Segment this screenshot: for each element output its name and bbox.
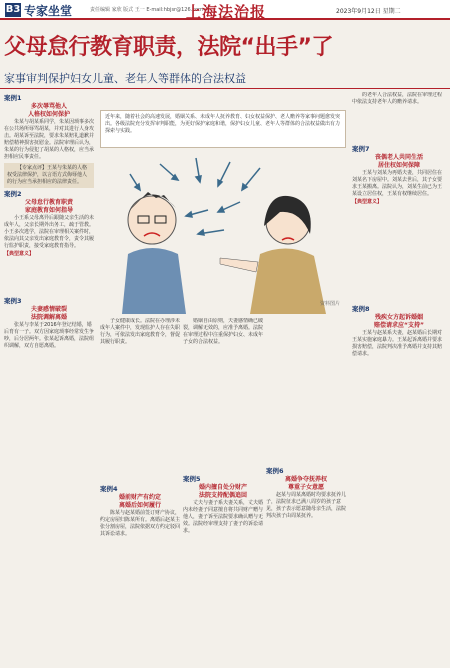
case-label: 案例5 (183, 475, 201, 483)
body-text: 婚姻自由原则，夫妻感情确已破裂，调解无效的，应准予离婚。法院在审理过程中注重保护妇女、未成年子女的合法权益。 (183, 318, 263, 345)
image-credit: 资料图片 (320, 301, 341, 307)
case-label: 案例7 (352, 145, 370, 153)
column-mid (183, 318, 263, 662)
father-head (128, 196, 176, 244)
case-title: 夫妻感情破裂 法院调解离婚 (30, 306, 67, 321)
father-body (122, 248, 186, 314)
case-title: 残疾女方起诉婚姻 赔偿请求应“支持” (374, 314, 424, 329)
column-right (352, 92, 446, 662)
significance-tag: 【典型意义】 (4, 251, 35, 257)
body-text: 子女健康成长。法院在办理涉未成年人案件中，发现监护人存在失职行为，可依法发出家庭教育令，督促其履行职责。 (100, 318, 180, 345)
case-text: 陈某与赵某婚前签订财产协议，约定房屋归陈某所有。离婚后赵某主张分割房屋，法院依据双方约定驳回其诉讼请求。 (100, 510, 180, 537)
case-title: 婚前财产有约定 离婚后如何履行 (118, 494, 161, 509)
paper-logo: 上海法治报 (186, 3, 267, 21)
case-label: 案例6 (266, 467, 284, 475)
divider (0, 88, 450, 89)
case-title: 父母怠行教育职责 家庭教育如何指导 (24, 199, 73, 214)
case-text: 小王系父母离异后跟随父亲生活的未成年人，父亲长期外出务工，疏于管教。小王多次逃学，法院在审理相关案件时，依法向其父亲发出家庭教育令，责令其履行监护职责，接受家庭教育指导。 (4, 215, 94, 249)
masthead (0, 0, 450, 20)
column-left (4, 92, 94, 662)
headline: 父母怠行教育职责，法院“出手”了 (4, 35, 333, 60)
case-title: 婚内擅自处分财产 法院支持配偶追回 (198, 484, 247, 499)
expert-comment: 【专家点评】王某与朱某的人格权受法律保护，以言语方式侮辱他人的行为应当承担相应的法律责任。 (4, 163, 94, 188)
case-title: 离婚争夺抚养权 尊重子女意愿 (284, 476, 327, 491)
case-label: 案例8 (352, 305, 370, 313)
case-text: 张某与李某于2016年登记结婚，婚后育有一子。双方因家庭琐事经常发生争吵，后分居两年。张某起诉离婚，法院组织调解，双方自愿离婚。 (4, 322, 94, 349)
case-text: 王某与赵某系夫妻，赵某婚后长期对王某实施家庭暴力。王某起诉离婚并要求损害赔偿，法院判决准予离婚并支持其赔偿请求。 (352, 330, 443, 357)
column-mid-left (100, 318, 180, 662)
illustration (100, 150, 346, 314)
page-number: B3 (5, 4, 21, 15)
date-line: 2023年9月12日 星期二 (336, 8, 401, 15)
case-text: 赵某与周某离婚时均要求抚养儿子，法院征求已满八周岁的孩子意见，孩子表示愿意随母亲生活，法院判决孩子由周某抚养。 (266, 492, 346, 519)
case-text: 朱某与胡某系同学，朱某因琐事多次在公共场所辱骂胡某，并对其进行人身攻击。胡某诉至法院，要求朱某赔礼道歉并赔偿精神损害抚慰金。法院审理后认为，朱某的行为侵犯了胡某的人格权，应当承担相应民事责任。 (4, 119, 94, 160)
case-label: 案例3 (4, 297, 22, 305)
case-label: 案例1 (4, 94, 22, 102)
case-label: 案例2 (4, 190, 22, 198)
significance-tag: 【典型意义】 (352, 199, 383, 205)
case-text: 王某与刘某为再婚夫妻，共同居住在刘某名下房屋中。刘某去世后，其子女要求王某搬离。法院认为，刘某生前已为王某设立居住权，王某有权继续居住。 (352, 170, 443, 197)
case-text: 丈夫与妻子系夫妻关系，丈夫婚内未经妻子同意擅自将共同财产赠与他人，妻子诉至法院要求确认赠与无效。法院经审理支持了妻子的诉讼请求。 (183, 500, 263, 534)
editor-line: 责任编辑 家欣 版式 王一 E-mail:hbjsr@126.com (90, 7, 203, 13)
column-mid-right (266, 318, 346, 662)
case-title: 丧偶老人共同生活 居住权如何保障 (374, 154, 423, 169)
body-text: 的老年人合法权益，法院在审理过程中依法支持老年人的赡养请求。 (352, 92, 443, 105)
case-label: 案例4 (100, 485, 118, 493)
subheadline: 家事审判保护妇女儿童、老年人等群体的合法权益 (4, 72, 246, 85)
lead-paragraph: 近年来，随着社会的高速发展，婚姻关系、未成年人抚养教育、妇女权益保护、老人赡养等家事问题愈发突出。各级法院充分发挥审判职能，为更好保护家庭和谐，保护妇女儿童、老年人等群体的合法权益做出有力探索与实践。 (100, 110, 346, 148)
section-title: 专家坐堂 (24, 4, 73, 18)
case-title: 多次辱骂他人 人格权如何保护 (27, 103, 70, 118)
